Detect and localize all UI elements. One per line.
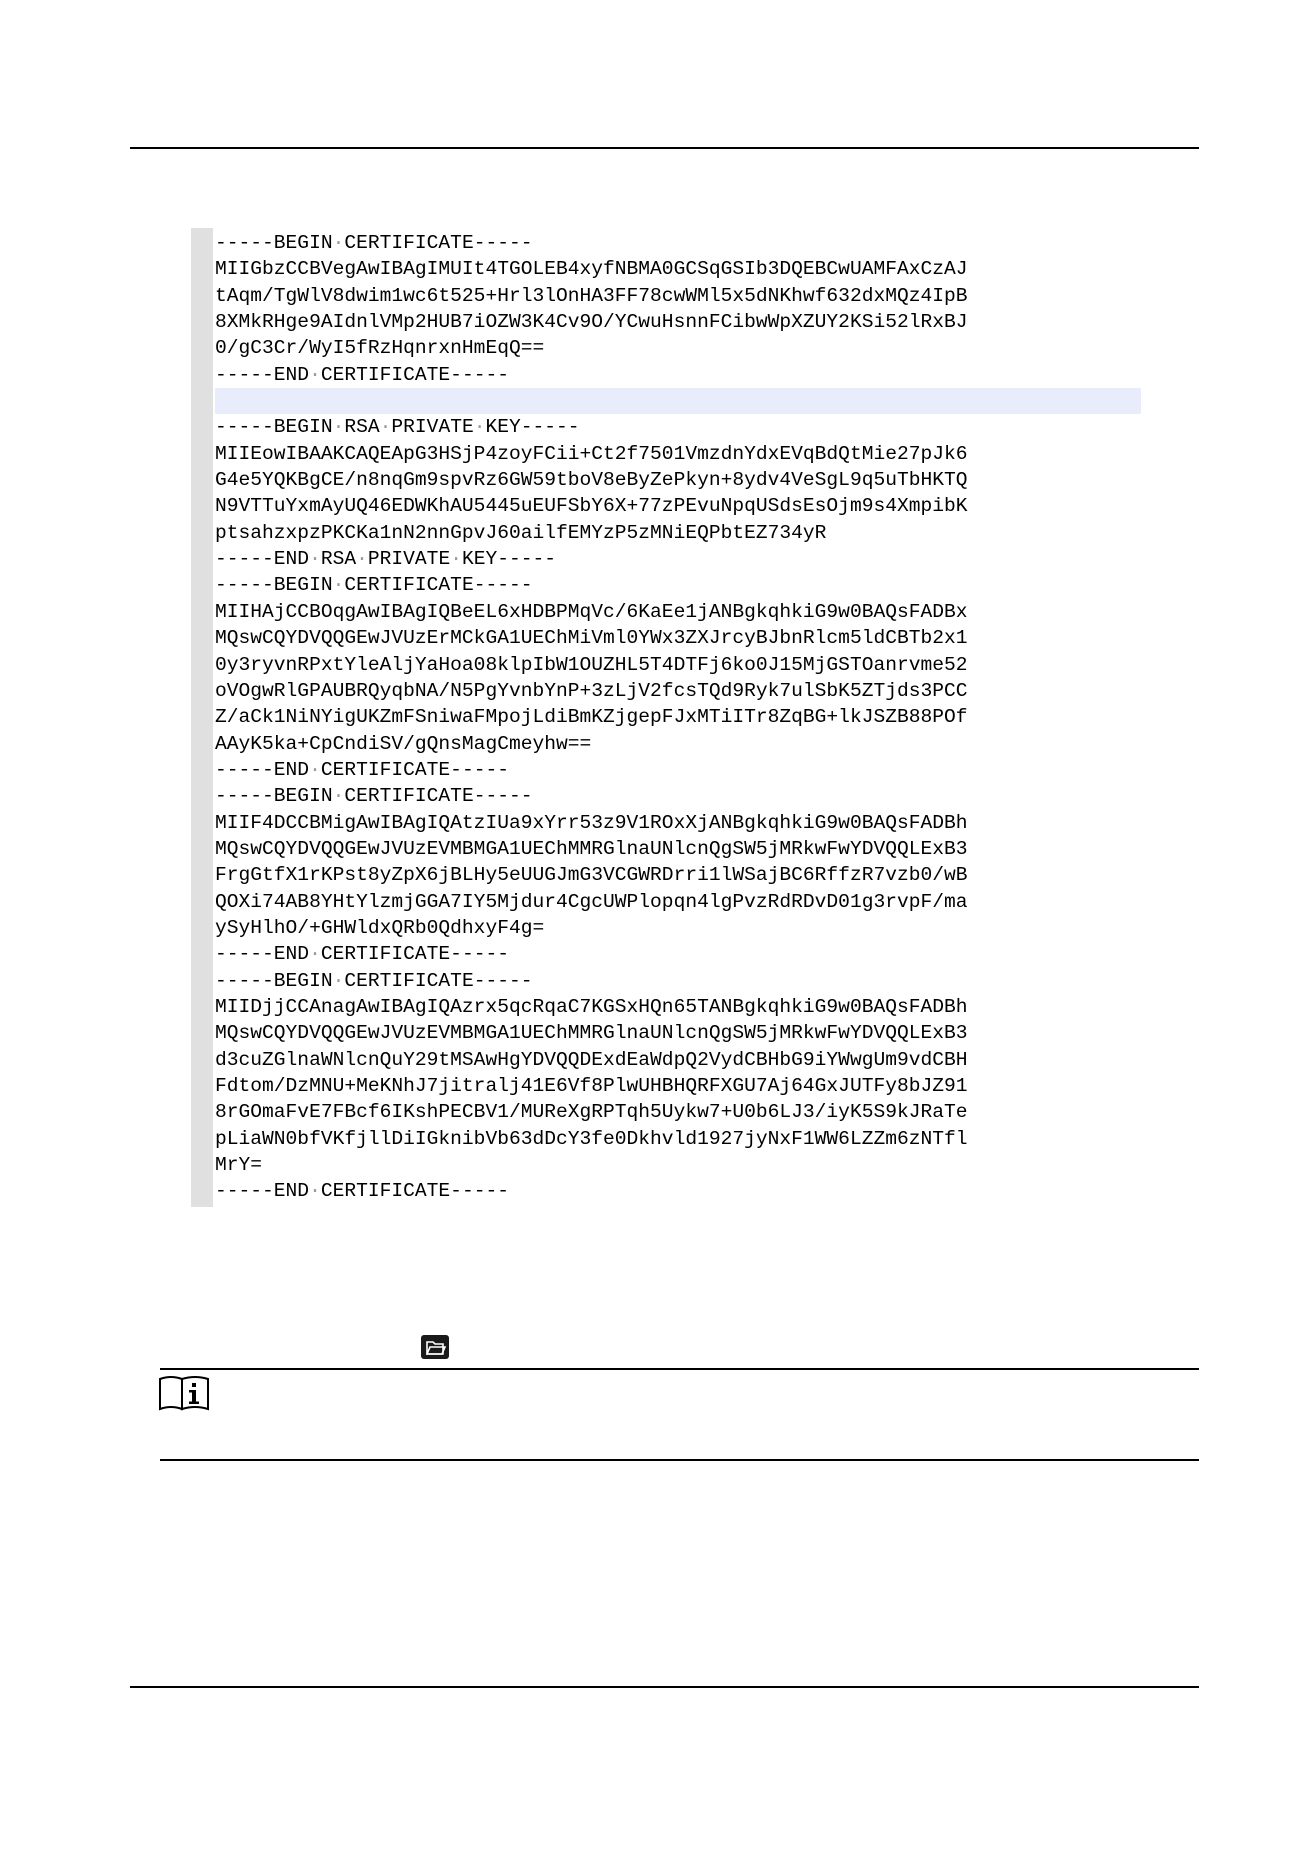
note-bottom-rule (160, 1459, 1199, 1461)
code-line (215, 388, 1141, 414)
code-line: tAqm/TgWlV8dwim1wc6t525+Hrl3lOnHA3FF78cwWMl5x5dNKhwf632dxMQz4IpB (215, 284, 968, 307)
code-line: -----END·CERTIFICATE----- (215, 1180, 509, 1203)
code-line: N9VTTuYxmAyUQ46EDWKhAU5445uEUFSbY6X+77zPEvuNpqUSdsEsOjm9s4XmpibK (215, 495, 968, 518)
whitespace-marker: · (309, 363, 321, 386)
note-top-rule (160, 1368, 1199, 1370)
code-line: MrY= (215, 1154, 263, 1177)
code-line: -----BEGIN·RSA·PRIVATE·KEY----- (215, 416, 580, 439)
code-line: MQswCQYDVQQGEwJVUzErMCkGA1UEChMiVml0YWx3ZXJrcyBJbnRlcm5ldCBTb2x1 (215, 627, 968, 650)
folder-open-icon[interactable] (421, 1335, 449, 1359)
whitespace-marker: · (332, 232, 345, 254)
code-line: MQswCQYDVQQGEwJVUzEVMBMGA1UEChMMRGlnaUNlcnQgSW5jMRkwFwYDVQQLExB3 (215, 837, 968, 860)
whitespace-marker: · (379, 416, 392, 439)
note-info-icon (158, 1375, 212, 1415)
header-rule (130, 147, 1199, 149)
code-line: pLiaWN0bfVKfjllDiIGknibVb63dDcY3fe0Dkhvld1927jyNxF1WW6LZZm6zNTfl (215, 1127, 968, 1150)
certificate-code-block (215, 230, 1135, 1205)
code-line: MQswCQYDVQQGEwJVUzEVMBMGA1UEChMMRGlnaUNlcnQgSW5jMRkwFwYDVQQLExB3 (215, 1022, 968, 1045)
whitespace-marker: · (473, 416, 486, 439)
code-line: MIIF4DCCBMigAwIBAgIQAtzIUa9xYrr53z9V1ROxXjANBgkqhkiG9w0BAQsFADBh (215, 811, 968, 834)
whitespace-marker: · (309, 758, 321, 781)
whitespace-marker: · (332, 574, 345, 597)
code-line: -----END·RSA·PRIVATE·KEY----- (215, 548, 557, 571)
code-line: -----END·CERTIFICATE----- (215, 943, 509, 966)
code-line: MIIEowIBAAKCAQEApG3HSjP4zoyFCii+Ct2f7501VmzdnYdxEVqBdQtMie27pJk6 (215, 442, 968, 465)
whitespace-marker: · (332, 785, 345, 808)
code-line: MIIDjjCCAnagAwIBAgIQAzrx5qcRqaC7KGSxHQn65TANBgkqhkiG9w0BAQsFADBh (215, 995, 968, 1018)
code-line: 8rGOmaFvE7FBcf6IKshPECBV1/MUReXgRPTqh5Uykw7+U0b6LJ3/iyK5S9kJRaTe (215, 1101, 968, 1124)
code-line: -----BEGIN·CERTIFICATE----- (215, 574, 533, 597)
code-line: ptsahzxpzPKCKa1nN2nnGpvJ60ailfEMYzP5zMNiEQPbtEZ734yR (215, 521, 827, 544)
code-line: G4e5YQKBgCE/n8nqGm9spvRz6GW59tboV8eByZePkyn+8ydv4VeSgL9q5uTbHKTQ (215, 469, 968, 492)
editor-gutter (191, 228, 213, 1207)
code-line: 0y3ryvnRPxtYleAljYaHoa08klpIbW1OUZHL5T4DTFj6ko0J15MjGSTOanrvme52 (215, 653, 968, 676)
certificate-code-panel (191, 228, 1138, 1207)
code-line: -----BEGIN·CERTIFICATE----- (215, 785, 533, 808)
code-line: Z/aCk1NiNYigUKZmFSniwaFMpojLdiBmKZjgepFJxMTiITr8ZqBG+lkJSZB88POf (215, 706, 968, 729)
code-line: MIIHAjCCBOqgAwIBAgIQBeEL6xHDBPMqVc/6KaEe1jANBgkqhkiG9w0BAQsFADBx (215, 600, 968, 623)
whitespace-marker: · (332, 416, 345, 439)
whitespace-marker: · (450, 548, 462, 571)
code-line: AAyK5ka+CpCndiSV/gQnsMagCmeyhw== (215, 732, 592, 755)
footer-rule (130, 1686, 1199, 1688)
code-line: 0/gC3Cr/WyI5fRzHqnrxnHmEqQ== (215, 337, 545, 360)
code-line: QOXi74AB8YHtYlzmjGGA7IY5Mjdur4CgcUWPlopqn4lgPvzRdRDvD01g3rvpF/ma (215, 890, 968, 913)
code-line: 8XMkRHge9AIdnlVMp2HUB7iOZW3K4Cv9O/YCwuHsnnFCibwWpXZUY2KSi52lRxBJ (215, 311, 968, 334)
whitespace-marker: · (332, 969, 345, 992)
code-line: oVOgwRlGPAUBRQyqbNA/N5PgYvnbYnP+3zLjV2fcsTQd9Ryk7ulSbK5ZTjds3PCC (215, 679, 968, 702)
code-line: -----BEGIN·CERTIFICATE----- (215, 232, 533, 254)
code-line: -----BEGIN·CERTIFICATE----- (215, 969, 533, 992)
whitespace-marker: · (309, 943, 321, 966)
code-line: -----END·CERTIFICATE----- (215, 758, 509, 781)
whitespace-marker: · (309, 1180, 321, 1203)
whitespace-marker: · (309, 548, 321, 571)
code-line: -----END·CERTIFICATE----- (215, 363, 509, 386)
code-line: d3cuZGlnaWNlcnQuY29tMSAwHgYDVQQDExdEaWdpQ2VydCBHbG9iYWwgUm9vdCBH (215, 1048, 968, 1071)
code-line: FrgGtfX1rKPst8yZpX6jBLHy5eUUGJmG3VCGWRDrri1lWSajBC6RffzR7vzb0/wB (215, 864, 968, 887)
code-line: MIIGbzCCBVegAwIBAgIMUIt4TGOLEB4xyfNBMA0GCSqGSIb3DQEBCwUAMFAxCzAJ (215, 258, 968, 281)
whitespace-marker: · (356, 548, 368, 571)
code-line: Fdtom/DzMNU+MeKNhJ7jitralj41E6Vf8PlwUHBHQRFXGU7Aj64GxJUTFy8bJZ91 (215, 1075, 968, 1097)
code-line: ySyHlhO/+GHWldxQRb0QdhxyF4g= (215, 916, 545, 939)
